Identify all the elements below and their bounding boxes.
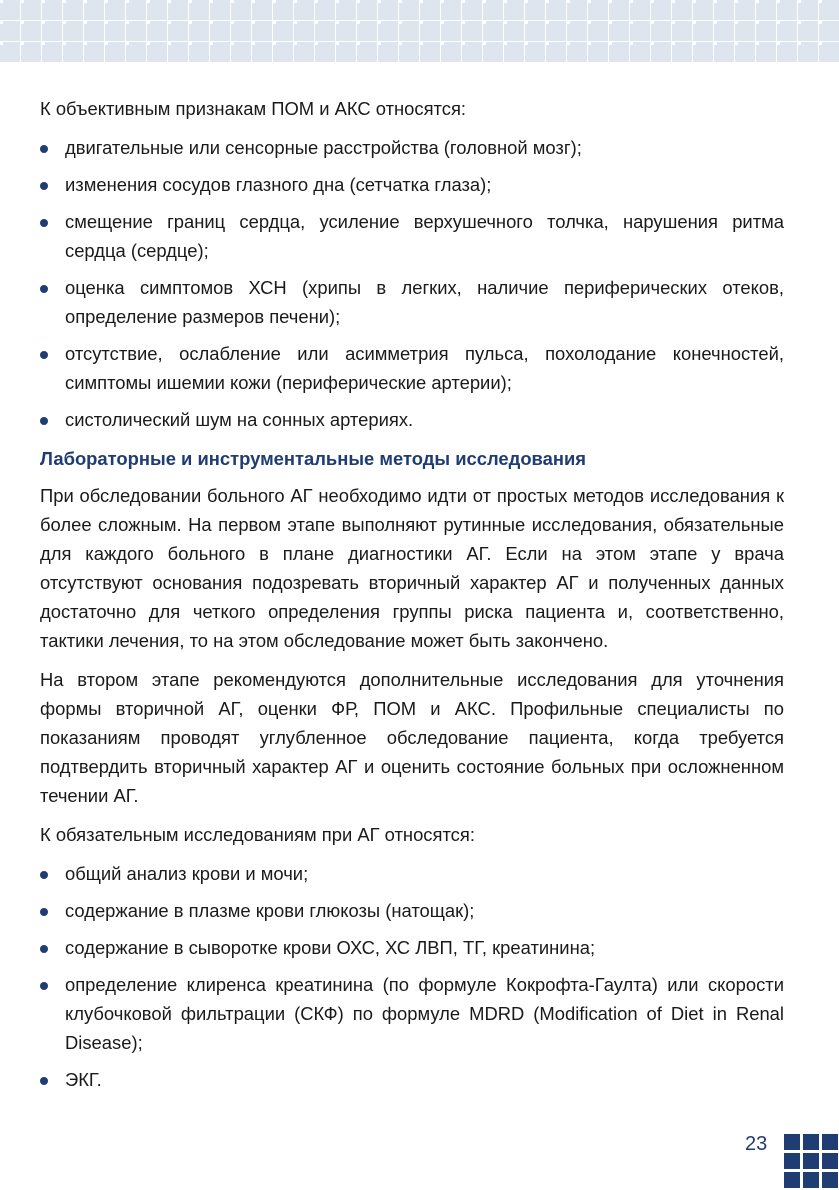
list-item (40, 1065, 784, 1094)
header-pattern-grid (0, 0, 839, 62)
grid-square (803, 1172, 819, 1188)
list-item-text: изменения сосудов глазного дна (сетчатка глаза); (65, 174, 492, 195)
list-item (40, 339, 784, 397)
list-item-text: содержание в плазме крови глюкозы (натощак); (65, 900, 475, 921)
list-item-text: смещение границ сердца, усиление верхушечного толчка, нарушения ритма сердца (сердце); (65, 211, 784, 261)
section-heading: Лабораторные и инструментальные методы исследования (40, 448, 586, 469)
paragraph: На втором этапе рекомендуются дополнительные исследования для уточнения формы вторичной АГ, оценки ФР, ПОМ и АКС. Профильные специалисты по показаниям проводят углубленное обследование пациента, когда требуется подтвердить вторичный характер АГ и оценить состояние больных при осложненном течении АГ. (40, 669, 784, 806)
list-item (40, 933, 784, 962)
list-item-text: оценка симптомов ХСН (хрипы в легких, наличие периферических отеков, определение размеров печени); (65, 277, 784, 327)
list-item (40, 970, 784, 1057)
list-item-text: ЭКГ. (65, 1069, 102, 1090)
grid-square (784, 1172, 800, 1188)
corner-grid-decoration (784, 1134, 839, 1190)
list-item-text: отсутствие, ослабление или асимметрия пульса, похолодание конечностей, симптомы ишемии кожи (периферические артерии); (65, 343, 784, 393)
list-item (40, 405, 784, 434)
objective-signs-intro: К объективным признакам ПОМ и АКС относятся: (40, 98, 467, 119)
objective-signs-list (40, 133, 784, 434)
page-content (40, 94, 784, 1104)
list-item-text: содержание в сыворотке крови ОХС, ХС ЛВП, ТГ, креатинина; (65, 937, 596, 958)
bullet-icon (40, 285, 48, 293)
grid-square (803, 1134, 819, 1150)
grid-square (803, 1153, 819, 1169)
bullet-icon (40, 219, 48, 227)
bullet-icon (40, 182, 48, 190)
list-item (40, 896, 784, 925)
list-item-text: общий анализ крови и мочи; (65, 863, 309, 884)
bullet-icon (40, 351, 48, 359)
grid-square (784, 1153, 800, 1169)
grid-square (784, 1134, 800, 1150)
grid-square (822, 1153, 838, 1169)
bullet-icon (40, 1077, 48, 1085)
list-item (40, 133, 784, 162)
list-item-text: определение клиренса креатинина (по формуле Кокрофта-Гаулта) или скорости клубочковой фильтрации (СКФ) по формуле MDRD (Modification of Diet in Renal Disease); (65, 974, 784, 1053)
list-item (40, 273, 784, 331)
bullet-icon (40, 417, 48, 425)
header-pattern-band (0, 0, 839, 62)
bullet-icon (40, 945, 48, 953)
paragraph: При обследовании больного АГ необходимо идти от простых методов исследования к более сложным. На первом этапе выполняют рутинные исследования, обязательные для каждого больного в плане диагностики АГ. Если на этом этапе у врача отсутствуют основания подозревать вторичный характер АГ и полученных данных достаточно для четкого определения группы риска пациента и, соответственно, тактики лечения, то на этом обследование может быть закончено. (40, 485, 784, 651)
grid-square (822, 1134, 838, 1150)
page-number: 23 (745, 1133, 768, 1155)
list-item (40, 859, 784, 888)
required-tests-list (40, 859, 784, 1094)
list-item-text: двигательные или сенсорные расстройства (головной мозг); (65, 137, 582, 158)
required-tests-intro: К обязательным исследованиям при АГ относятся: (40, 824, 475, 845)
list-item-text: систолический шум на сонных артериях. (65, 409, 414, 430)
bullet-icon (40, 908, 48, 916)
bullet-icon (40, 982, 48, 990)
list-item (40, 170, 784, 199)
bullet-icon (40, 145, 48, 153)
list-item (40, 207, 784, 265)
bullet-icon (40, 871, 48, 879)
grid-square (822, 1172, 838, 1188)
